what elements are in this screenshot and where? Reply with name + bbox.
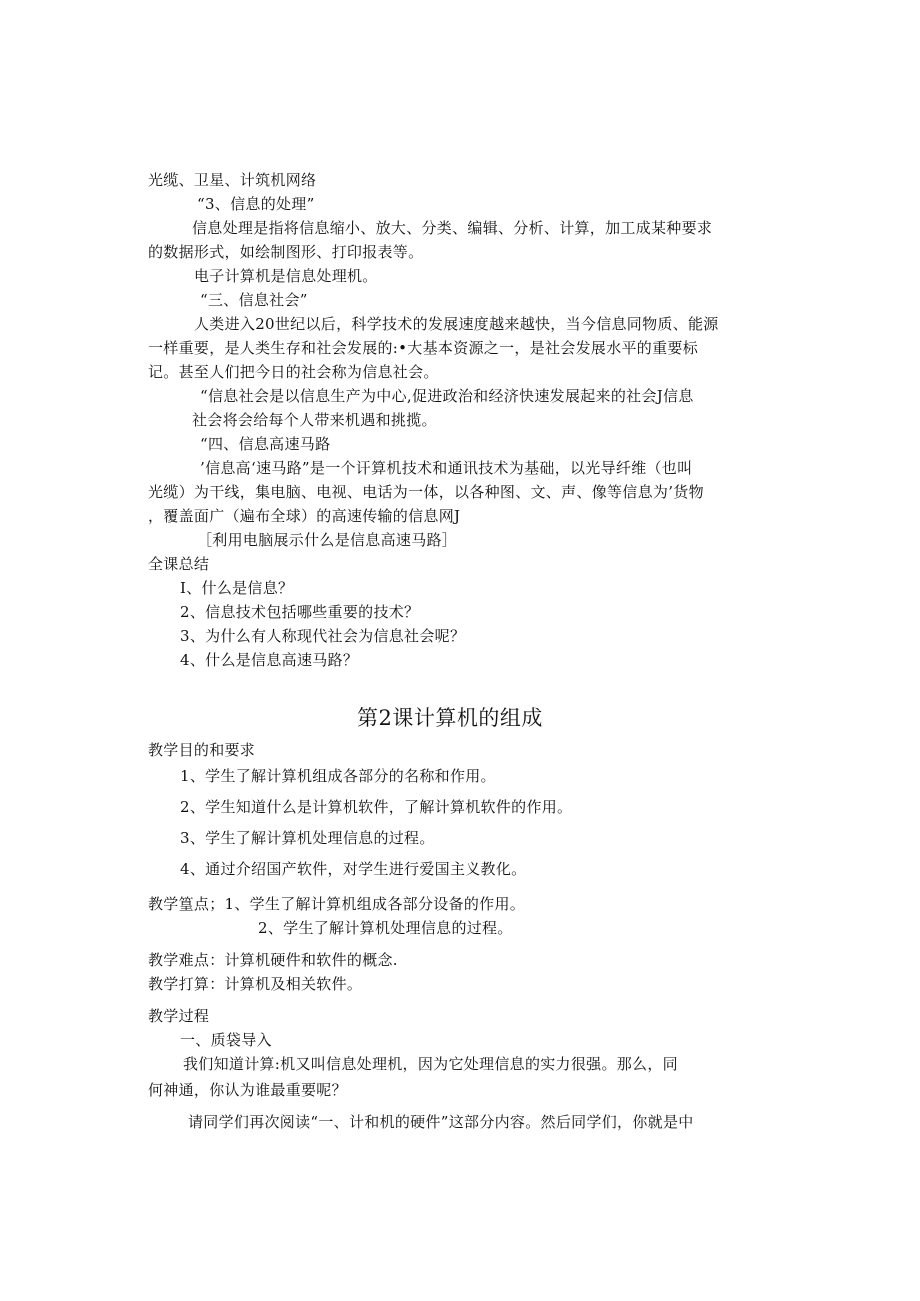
- lesson-title: 第2课计算机的组成: [357, 706, 543, 730]
- text-line: 何神通，你认为谁最重要呢？: [148, 1081, 347, 1099]
- text-line: 光缆）为干线，集电脑、电视、电话为一体，以各种图、文、声、像等信息为’货物: [148, 483, 704, 501]
- list-item: 2、信息技术包括哪些重要的技术？: [180, 603, 420, 621]
- text-line: 社会将会给每个人带来机遇和挑揽。: [192, 411, 437, 429]
- section-heading: 全课总结: [148, 555, 210, 573]
- text-line: 信息处理是指将信息缩小、放大、分类、编辑、分析、计算，加工成某种要求: [192, 219, 713, 237]
- text-line: 人类进入20世纪以后，科学技术的发展速度越来越快，当今信息同物质、能源: [194, 315, 719, 333]
- text-line: 一、质袋导入: [180, 1031, 272, 1049]
- list-item: 2、学生知道什么是计算机软件，了解计算机软件的作用。: [180, 798, 573, 816]
- text-line: 教学难点：计算机硬件和软件的概念.: [148, 951, 398, 969]
- text-line: “信息社会是以信息生产为中心,促进政治和经济快速发展起来的社会J信息: [200, 387, 694, 405]
- text-line: ’信息高‘速马路”是一个讦算机技术和通讯技术为基础，以光导纤维（也叫: [200, 459, 693, 477]
- text-line: 请同学们再次阅读“一、计和机的硬件”这部分内容。然后同学们，你就是中: [188, 1113, 694, 1131]
- text-line: 2、学生了解计算机处理信息的过程。: [258, 919, 513, 937]
- text-line: ，覆盖面广（遍布全球）的高速传输的信息网J: [148, 507, 461, 525]
- text-line: “三、信息社会”: [200, 291, 308, 309]
- list-item: 4、通过介绍国产软件，对学生进行爱国主义教化。: [180, 860, 527, 878]
- section-heading: 教学过程: [148, 1007, 210, 1025]
- text-line: 教学打算：计算机及相关软件。: [148, 975, 363, 993]
- list-item: 4、什么是信息高速马路？: [180, 651, 359, 669]
- text-line: “四、信息高速马路: [200, 435, 331, 453]
- list-item: 3、学生了解计算机处理信息的过程。: [180, 829, 435, 847]
- list-item: I、什么是信息？: [180, 579, 294, 597]
- text-line: 记。甚至人们把今日的社会称为信息社会。: [148, 363, 439, 381]
- section-heading: 教学目的和要求: [148, 741, 256, 759]
- list-item: 3、为什么有人称现代社会为信息社会呢？: [180, 627, 466, 645]
- text-line: 电子计算机是信息处理机。: [194, 267, 378, 285]
- text-line: 光缆、卫星、计筑机网络: [148, 171, 317, 189]
- text-line: “3、信息的处理”: [197, 195, 315, 213]
- list-item: 1、学生了解计算机组成各部分的名称和作用。: [180, 767, 496, 785]
- text-line: ［利用电脑展示什么是信息高速马路］: [197, 531, 458, 549]
- text-line: 一样重要，是人类生存和社会发展的:•大基本资源之一，是社会发展水平的重要标: [148, 339, 699, 357]
- text-line: 的数据形式，如绘制图形、打印报表等。: [148, 243, 424, 261]
- text-line: 教学篁点；1、学生了解计算机组成各部分设备的作用。: [148, 895, 526, 913]
- text-line: 我们知道计算:机又叫信息处理机，因为它处理信息的实力很强。那么，同: [183, 1055, 678, 1073]
